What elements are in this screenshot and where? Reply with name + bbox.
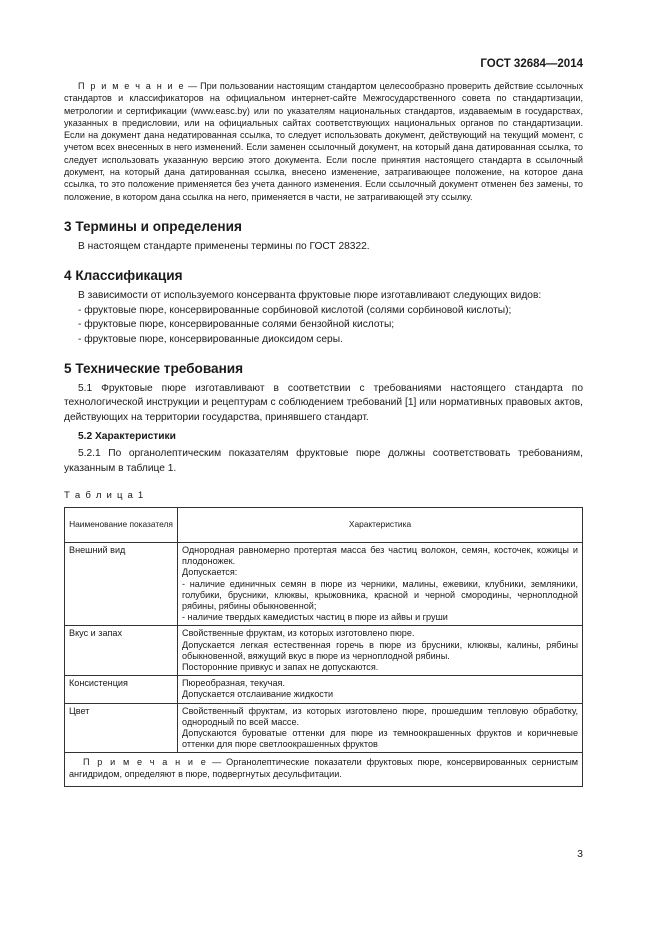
row-line: Посторонние привкус и запах не допускаются.: [182, 662, 379, 673]
paragraph-5-2-1: 5.2.1 По органолептическим показателям фруктовые пюре должны соответствовать требованиям, указанным в таблице 1.: [64, 448, 583, 474]
table-note-label: П р и м е ч а н и е: [83, 757, 208, 768]
table-caption: Т а б л и ц а 1: [64, 490, 145, 502]
table-header-row: [65, 508, 583, 543]
row-name: Цвет: [65, 703, 178, 753]
row-value: [178, 626, 583, 676]
section-5-title: 5 Технические требования: [64, 361, 244, 376]
table-note: [65, 753, 583, 786]
table-row: [65, 626, 583, 676]
row-name: Внешний вид: [65, 543, 178, 626]
row-name: Консистенция: [65, 676, 178, 703]
table-row: [65, 703, 583, 753]
row-line: Допускается отслаивание жидкости: [182, 689, 334, 700]
column-header-name: Наименование показателя: [65, 508, 178, 543]
row-name: Вкус и запах: [65, 626, 178, 676]
standard-code-header: ГОСТ 32684—2014: [480, 58, 583, 70]
section-4-title: 4 Классификация: [64, 268, 183, 284]
row-line: Допускается:: [182, 567, 238, 578]
characteristics-table: [64, 507, 583, 787]
table-row: [65, 543, 583, 626]
note-text: — При пользовании настоящим стандартом целесообразно проверить действие ссылочных стандартов и классификаторов на официальном интернет-сайте Межгосударственного совета по стандартизации, метрологии и сертификации (www.easc.by) или по указателям национальных стандартов, издаваемым в государствах, указанных в предисловии, или на официальных сайтах соответствующих национальных органов по стандартизации. Если на документ дана недатированная ссылка, то следует использовать документ, действующий на текущий момент, с учетом всех внесенных в него изменений. Если заменен ссылочный документ, на который дана датированная ссылка, то следует использовать указанную версию этого документа. Если после принятия настоящего стандарта в ссылочный документ, на который дана датированная ссылка, внесено изменение, затрагивающее положение, на которое дана ссылка, то это положение применяется без учета данного изменения. Если ссылочный документ отменен без замены, то положение, в котором дана ссылка на него, применяется в части, не затрагивающей эту ссылку.: [64, 81, 583, 202]
row-line: - наличие единичных семян в пюре из черники, малины, ежевики, клубники, земляники, голубики, брусники, клюквы, крыжовника, красной и черной смородины, черноплодной рябины, рябины обыкновенной;: [182, 578, 578, 612]
paragraph-5-1: 5.1 Фруктовые пюре изготавливают в соответствии с требованиями настоящего стандарта по технологической инструкции и рецептурам с соблюдением требований [1] или нормативных правовых актов, действующих на территории государства, принявшего стандарт.: [64, 383, 583, 423]
section-3-text: В настоящем стандарте применены термины по ГОСТ 28322.: [78, 240, 370, 252]
row-line: Пюреобразная, текучая.: [182, 678, 285, 689]
list-item: - фруктовые пюре, консервированные сорбиновой кислотой (солями сорбиновой кислоты);: [78, 304, 512, 316]
subsection-5-2-title: 5.2 Характеристики: [78, 431, 176, 443]
row-line: Свойственный фруктам, из которых изготовлено пюре, прошедшим тепловую обработку, однородный по всей массе.: [182, 705, 578, 727]
note-label: П р и м е ч а н и е: [78, 81, 185, 91]
table-row: [65, 676, 583, 703]
row-line: Однородная равномерно протертая масса без частиц волокон, семян, косточек, кожицы и плодоножек.: [182, 545, 578, 567]
section-3-title: 3 Термины и определения: [64, 218, 242, 234]
row-value: [178, 543, 583, 626]
table-note-text: — Органолептические показатели фруктовых пюре, консервированных сернистым ангидридом, определяют в пюре, подвергнутых десульфитации.: [69, 757, 579, 779]
section-4-intro: В зависимости от используемого консерванта фруктовые пюре изготавливают следующих видов:: [78, 290, 542, 302]
row-line: - наличие твердых камедистых частиц в пюре из айвы и груши: [182, 612, 448, 623]
row-value: [178, 676, 583, 703]
list-item: - фруктовые пюре, консервированные диоксидом серы.: [78, 333, 343, 345]
table-note-row: [65, 753, 583, 786]
row-line: Свойственные фруктам, из которых изготовлено пюре.: [182, 628, 415, 639]
row-line: Допускается легкая естественная горечь в пюре из брусники, клюквы, калины, рябины обыкновенной, вяжущий вкус в пюре из черноплодной рябины.: [182, 639, 578, 661]
reference-note: [64, 80, 583, 203]
column-header-characteristic: Характеристика: [178, 508, 583, 543]
row-line: Допускаются буроватые оттенки для пюре из темноокрашенных фруктов и коричневые оттенки для пюре светлоокрашенных фруктов: [182, 728, 578, 750]
row-value: [178, 703, 583, 753]
page-content: [64, 76, 583, 787]
page-number: 3: [577, 848, 583, 860]
list-item: - фруктовые пюре, консервированные солями бензойной кислоты;: [78, 319, 395, 331]
